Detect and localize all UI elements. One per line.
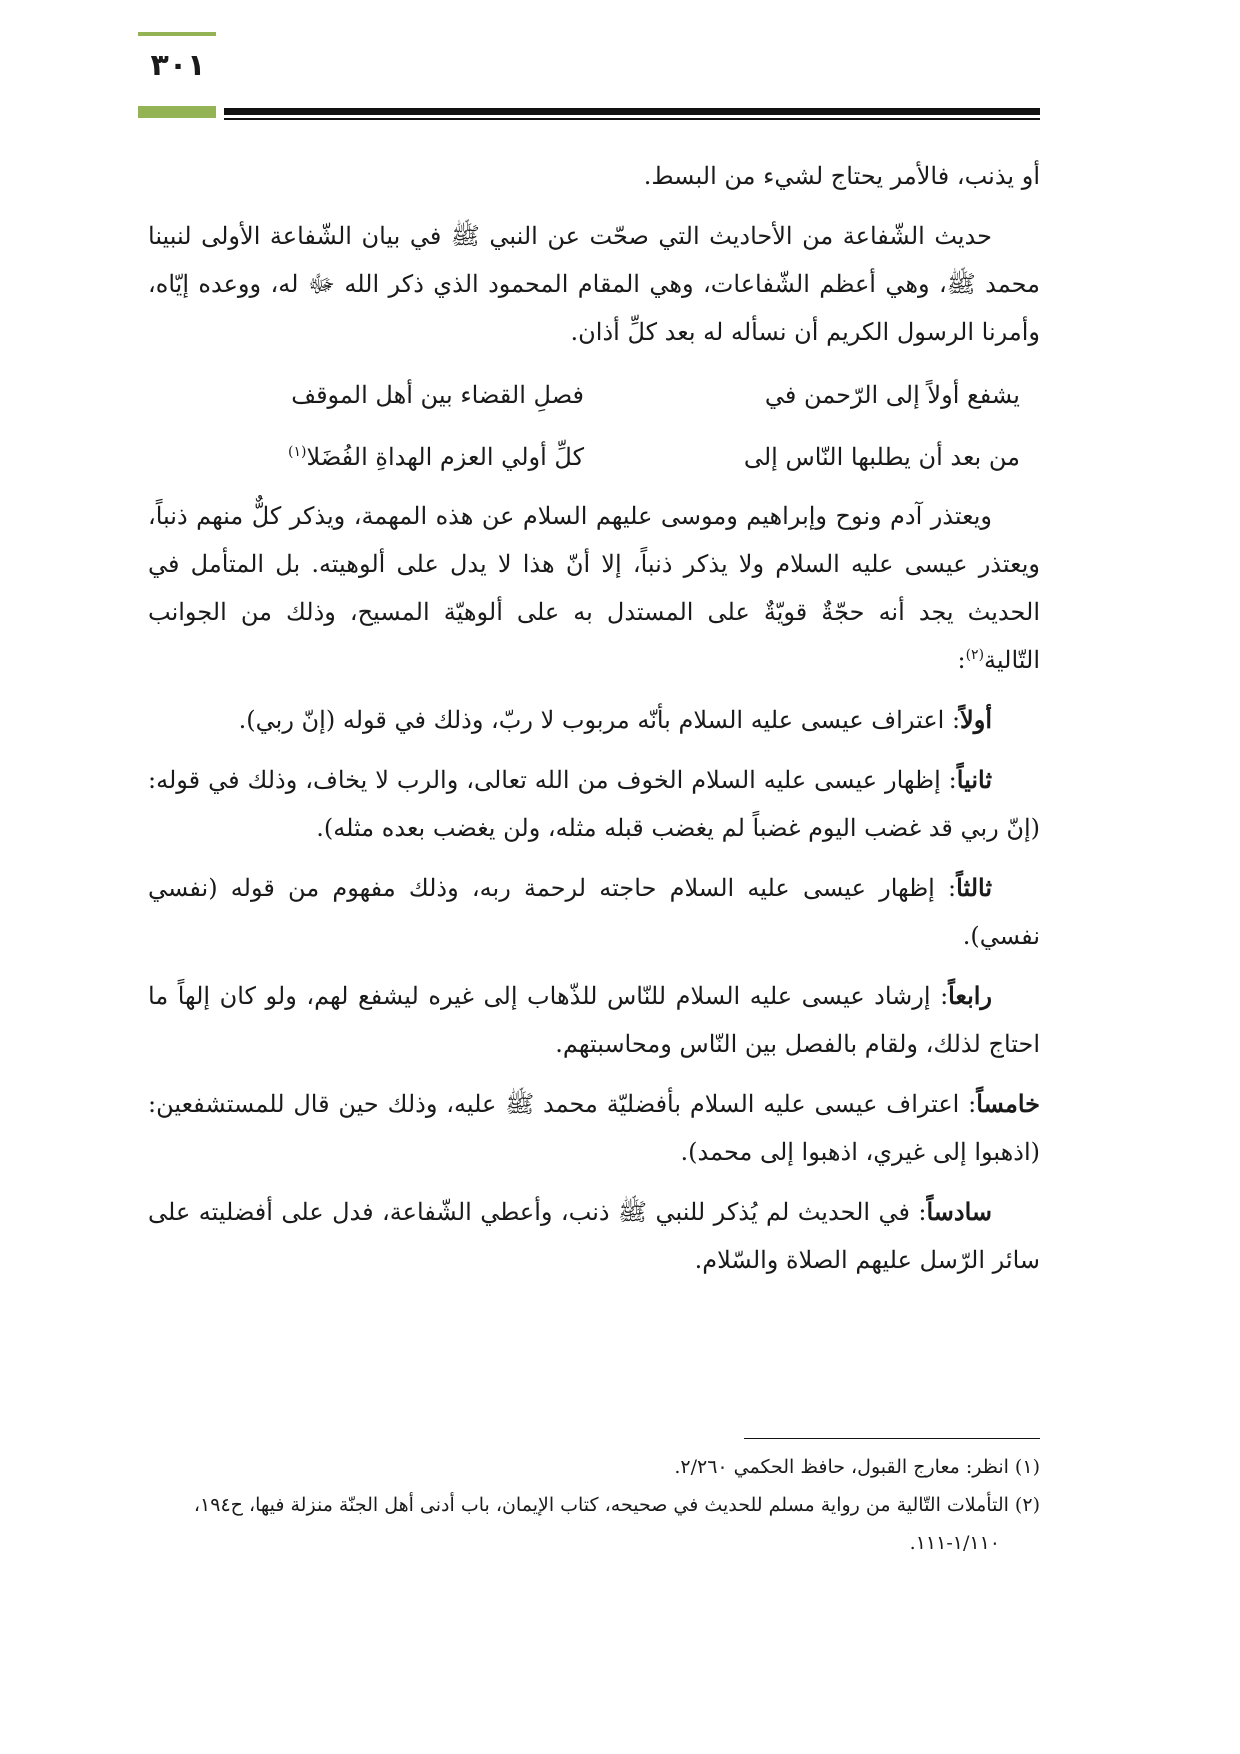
list-item-text: : اعتراف عيسى عليه السلام بأنّه مربوب لا ربّ، وذلك في قوله (إنّ ربي). bbox=[238, 706, 961, 734]
footnote-divider bbox=[744, 1438, 1040, 1439]
list-item-label: رابعاً bbox=[948, 981, 992, 1010]
footnote-ref: (٢) bbox=[965, 647, 985, 663]
list-item-label: أولاً bbox=[960, 705, 992, 734]
footnotes bbox=[148, 1448, 1040, 1562]
poem-verse bbox=[148, 368, 1040, 422]
list-item-text: : في الحديث لم يُذكر للنبي ﷺ ذنب، وأعطي الشّفاعة، فدل على أفضليته على سائر الرّسل عليهم الصلاة والسّلام. bbox=[148, 1198, 1040, 1274]
header-rule-thin bbox=[224, 118, 1040, 120]
list-item bbox=[148, 1080, 1040, 1176]
list-item-text: : إرشاد عيسى عليه السلام للنّاس للذّهاب إلى غيره ليشفع لهم، ولو كان إلهاً ما احتاج لذلك، ولقام بالفصل بين النّاس ومحاسبتهم. bbox=[148, 982, 1040, 1058]
verse-hemistich: يشفع أولاً إلى الرّحمن في bbox=[764, 381, 1020, 409]
header-accent-bottom bbox=[138, 106, 216, 118]
list-item bbox=[148, 756, 1040, 852]
verse-hemistich bbox=[148, 430, 584, 484]
verse-hemistich: فصلِ القضاء بين أهل الموقف bbox=[291, 381, 584, 409]
list-item-label: خامساً bbox=[976, 1089, 1040, 1118]
header-accent-top bbox=[138, 32, 216, 36]
paragraph-end: : bbox=[957, 646, 966, 674]
footnote: (١) انظر: معارج القبول، حافظ الحكمي ٢/٢٦٠. bbox=[674, 1456, 1040, 1478]
list-item-label: ثانياً bbox=[956, 765, 992, 794]
verse-text: كلِّ أولي العزم الهداةِ الفُضَلا bbox=[306, 443, 584, 471]
list-item-label: سادساً bbox=[926, 1197, 993, 1226]
paragraph-text: ويعتذر آدم ونوح وإبراهيم وموسى عليهم السلام عن هذه المهمة، ويذكر كلٌّ منهم ذنباً، ويعتذر عيسى عليه السلام ولا يذكر ذنباً، إلا أنّ هذا لا يدل على ألوهيته. بل المتأمل في الحديث يجد أنه حجّةٌ قويّةٌ على المستدل به على ألوهيّة المسيح، وذلك من الجوانب التّالية bbox=[148, 502, 1040, 674]
list-item-label: ثالثاً bbox=[956, 873, 992, 902]
list-item bbox=[148, 972, 1040, 1068]
paragraph bbox=[148, 492, 1040, 684]
header-rule bbox=[224, 108, 1040, 115]
list-item-text: : إظهار عيسى عليه السلام حاجته لرحمة ربه، وذلك مفهوم من قوله (نفسي نفسي). bbox=[148, 874, 1040, 950]
list-item bbox=[148, 1188, 1040, 1284]
list-item bbox=[148, 864, 1040, 960]
footnote-ref: (١) bbox=[288, 444, 307, 460]
footnote: (٢) التأملات التّالية من رواية مسلم للحديث في صحيحه، كتاب الإيمان، باب أدنى أهل الجنّة منزلة فيها، ح١٩٤، bbox=[193, 1494, 1040, 1516]
page-body bbox=[148, 152, 1040, 1296]
footnote-continuation: ١/١١٠-١١١. bbox=[909, 1532, 1000, 1554]
paragraph: حديث الشّفاعة من الأحاديث التي صحّت عن النبي ﷺ في بيان الشّفاعة الأولى لنبينا محمد ﷺ، وهي أعظم الشّفاعات، وهي المقام المحمود الذي ذكر الله ﷻ له، ووعده إيّاه، وأمرنا الرسول الكريم أن نسأله له بعد كلِّ أذان. bbox=[148, 222, 1040, 346]
list-item-text: : اعتراف عيسى عليه السلام بأفضليّة محمد ﷺ عليه، وذلك حين قال للمستشفعين: (اذهبوا إلى غيري، اذهبوا إلى محمد). bbox=[148, 1090, 1040, 1166]
list-item bbox=[148, 696, 1040, 744]
paragraph: أو يذنب، فالأمر يحتاج لشيء من البسط. bbox=[643, 162, 1040, 190]
list-item-text: : إظهار عيسى عليه السلام الخوف من الله تعالى، والرب لا يخاف، وذلك في قوله: (إنّ ربي قد غضب اليوم غضباً لم يغضب قبله مثله، ولن يغضب بعده مثله). bbox=[148, 766, 1040, 842]
page-number: ٣٠١ bbox=[150, 48, 206, 83]
poem-verse bbox=[148, 430, 1040, 484]
verse-hemistich: من بعد أن يطلبها النّاس إلى bbox=[743, 443, 1020, 471]
